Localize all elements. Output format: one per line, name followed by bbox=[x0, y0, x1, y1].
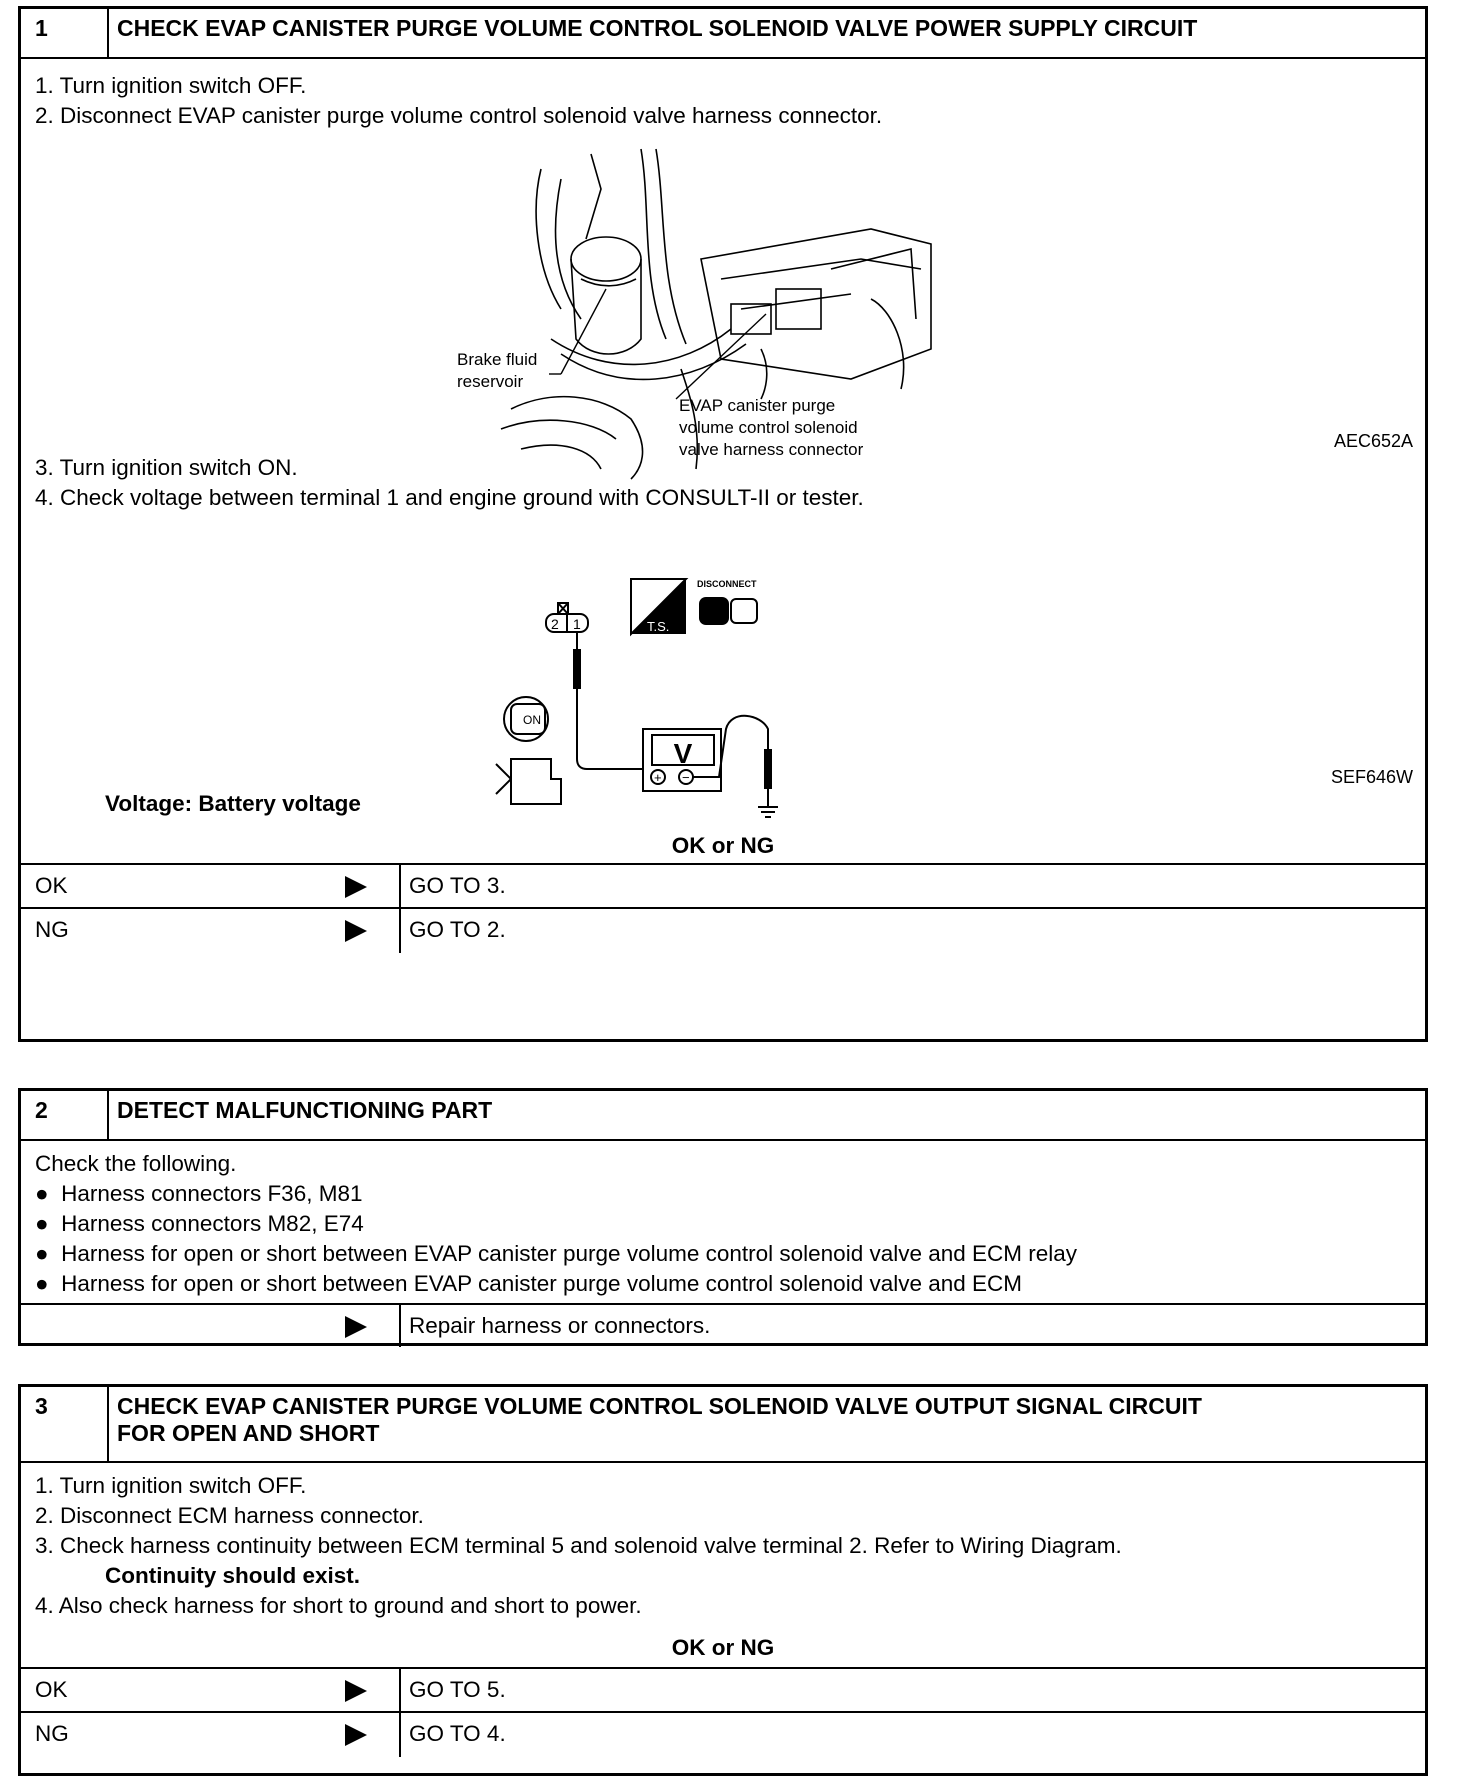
instruction-line: 2. Disconnect EVAP canister purge volume control solenoid valve harness connector. bbox=[35, 103, 883, 128]
engine-bay-illustration bbox=[457, 149, 971, 479]
bullet-item: ● Harness for open or short between EVAP canister purge volume control solenoid valve and ECM relay bbox=[35, 1241, 1078, 1266]
step-1-block bbox=[18, 6, 1428, 1042]
figure-reference: AEC652A bbox=[1333, 431, 1413, 451]
step-number: 2 bbox=[21, 1091, 109, 1139]
instruction-line: 1. Turn ignition switch OFF. bbox=[35, 73, 307, 98]
voltage-check-diagram bbox=[521, 579, 881, 839]
step-3-block bbox=[18, 1384, 1428, 1776]
result-action: GO TO 5. bbox=[409, 1677, 506, 1702]
step-1-body bbox=[21, 59, 1425, 1042]
result-condition: NG bbox=[35, 917, 69, 942]
step-3-body bbox=[21, 1463, 1425, 1777]
instruction-line: 3. Turn ignition switch ON. bbox=[35, 455, 298, 480]
bullet-item: ● Harness for open or short between EVAP canister purge volume control solenoid valve and ECM bbox=[35, 1271, 1023, 1296]
result-row bbox=[21, 1303, 1425, 1347]
step-2-header bbox=[21, 1091, 1425, 1141]
step-number: 1 bbox=[21, 9, 109, 57]
result-action: Repair harness or connectors. bbox=[409, 1313, 711, 1338]
reservoir-label: Brake fluid bbox=[457, 350, 538, 369]
title-line: FOR OPEN AND SHORT bbox=[117, 1420, 380, 1446]
svg-text:T.S.: T.S. bbox=[647, 619, 670, 634]
step-2-body bbox=[21, 1141, 1425, 1347]
instruction-line: 1. Turn ignition switch OFF. bbox=[35, 1473, 307, 1498]
voltmeter-v: V bbox=[673, 738, 693, 769]
result-action: GO TO 2. bbox=[409, 917, 506, 942]
plus-icon: + bbox=[654, 770, 662, 785]
step-2-block bbox=[18, 1088, 1428, 1346]
tester-icon bbox=[631, 579, 686, 634]
bullet-item: ● Harness connectors M82, E74 bbox=[35, 1211, 364, 1236]
result-row-ng bbox=[21, 907, 1425, 953]
result-row-ng bbox=[21, 1711, 1425, 1757]
ignition-on-label: ON bbox=[523, 713, 541, 727]
step-title: DETECT MALFUNCTIONING PART bbox=[117, 1097, 493, 1123]
step-3-header bbox=[21, 1387, 1425, 1463]
arrow-icon bbox=[345, 920, 367, 942]
instruction-line: 4. Also check harness for short to ground and short to power. bbox=[35, 1593, 642, 1618]
reservoir-label: reservoir bbox=[457, 372, 524, 391]
result-row-ok bbox=[21, 1667, 1425, 1712]
arrow-icon bbox=[345, 1680, 367, 1702]
minus-icon: − bbox=[682, 770, 690, 785]
connector-label: EVAP canister purge bbox=[679, 396, 836, 415]
result-action: GO TO 3. bbox=[409, 873, 506, 898]
terminal-1: 1 bbox=[573, 616, 581, 632]
disconnect-icon bbox=[697, 579, 757, 625]
step-title: CHECK EVAP CANISTER PURGE VOLUME CONTROL SOLENOID VALVE POWER SUPPLY CIRCUIT bbox=[117, 15, 1198, 41]
step-1-header bbox=[21, 9, 1425, 59]
intro-text: Check the following. bbox=[35, 1151, 237, 1176]
instruction-line: 4. Check voltage between terminal 1 and engine ground with CONSULT-II or tester. bbox=[35, 485, 864, 510]
result-condition: NG bbox=[35, 1721, 69, 1746]
ok-or-ng-heading: OK or NG bbox=[671, 833, 775, 858]
bullet-item: ● Harness connectors F36, M81 bbox=[35, 1181, 363, 1206]
arrow-icon bbox=[345, 876, 367, 898]
result-condition: OK bbox=[35, 1677, 68, 1702]
result-action: GO TO 4. bbox=[409, 1721, 506, 1746]
instruction-line: 3. Check harness continuity between ECM terminal 5 and solenoid valve terminal 2. Refer to Wiring Diagram. bbox=[35, 1533, 1122, 1558]
result-condition: OK bbox=[35, 873, 68, 898]
svg-text:DISCONNECT: DISCONNECT bbox=[697, 579, 757, 589]
result-row-ok bbox=[21, 863, 1425, 908]
step-number: 3 bbox=[21, 1387, 109, 1461]
arrow-icon bbox=[345, 1724, 367, 1746]
spec-voltage: Voltage: Battery voltage bbox=[105, 791, 361, 816]
connector-label: volume control solenoid bbox=[679, 418, 858, 437]
figure-reference: SEF646W bbox=[1330, 767, 1413, 787]
instruction-line: 2. Disconnect ECM harness connector. bbox=[35, 1503, 424, 1528]
step-title bbox=[109, 1387, 1425, 1461]
arrow-icon bbox=[345, 1316, 367, 1338]
terminal-2: 2 bbox=[551, 616, 559, 632]
title-line: CHECK EVAP CANISTER PURGE VOLUME CONTROL SOLENOID VALVE OUTPUT SIGNAL CIRCUIT bbox=[117, 1393, 1202, 1419]
spec-continuity: Continuity should exist. bbox=[105, 1563, 361, 1588]
ok-or-ng-heading: OK or NG bbox=[671, 1635, 775, 1660]
connector-label: valve harness connector bbox=[679, 440, 864, 459]
